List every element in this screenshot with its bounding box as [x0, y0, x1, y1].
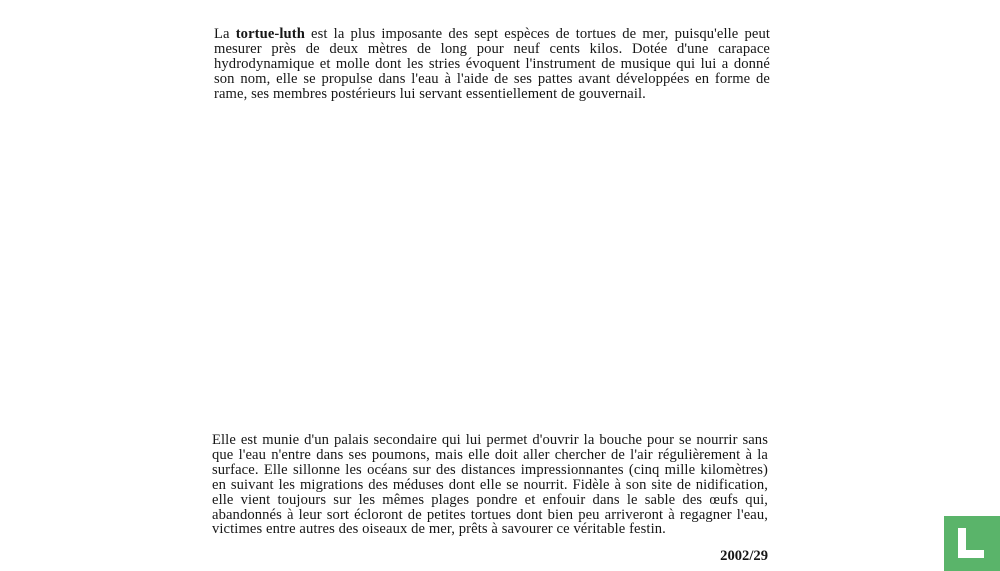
paragraph-intro-body: est la plus imposante des sept espèces de tortues de mer, puisqu'elle peut mesurer près de deux mètres de long pour neuf cents kilos. Dotée d'une carapace hydrodynamique et molle dont les stries évoquent l'instrument de musique qui lui a donné son nom, elle se propulse dans l'eau à l'aide de ses pattes avant développées en forme de rame, ses membres postérieurs lui servant essentiellement de gouvernail. — [214, 26, 770, 102]
document-reference: 2002/29 — [720, 548, 768, 564]
corner-logo-icon — [958, 528, 984, 558]
paragraph-intro — [214, 27, 770, 102]
corner-watermark — [944, 516, 1000, 571]
species-name: tortue-luth — [235, 26, 305, 42]
paragraph-intro-prefix: La — [214, 26, 236, 42]
paragraph-biology: Elle est munie d'un palais secondaire qui lui permet d'ouvrir la bouche pour se nourrir sans que l'eau n'entre dans ses poumons, mais elle doit aller chercher de l'air régulièrement à la surface. Elle sillonne les océans sur des distances impressionnantes (cinq mille kilomètres) en suivant les migrations des méduses dont elle se nourrit. Fidèle à son site de nidification, elle vient toujours sur les mêmes plages pondre et enfouir dans le sable des œufs qui, abandonnés à leur sort écloront de petites tortues dont bien peu arriveront à regagner l'eau, victimes entre autres des oiseaux de mer, prêts à savourer ce véritable festin. — [212, 432, 768, 538]
